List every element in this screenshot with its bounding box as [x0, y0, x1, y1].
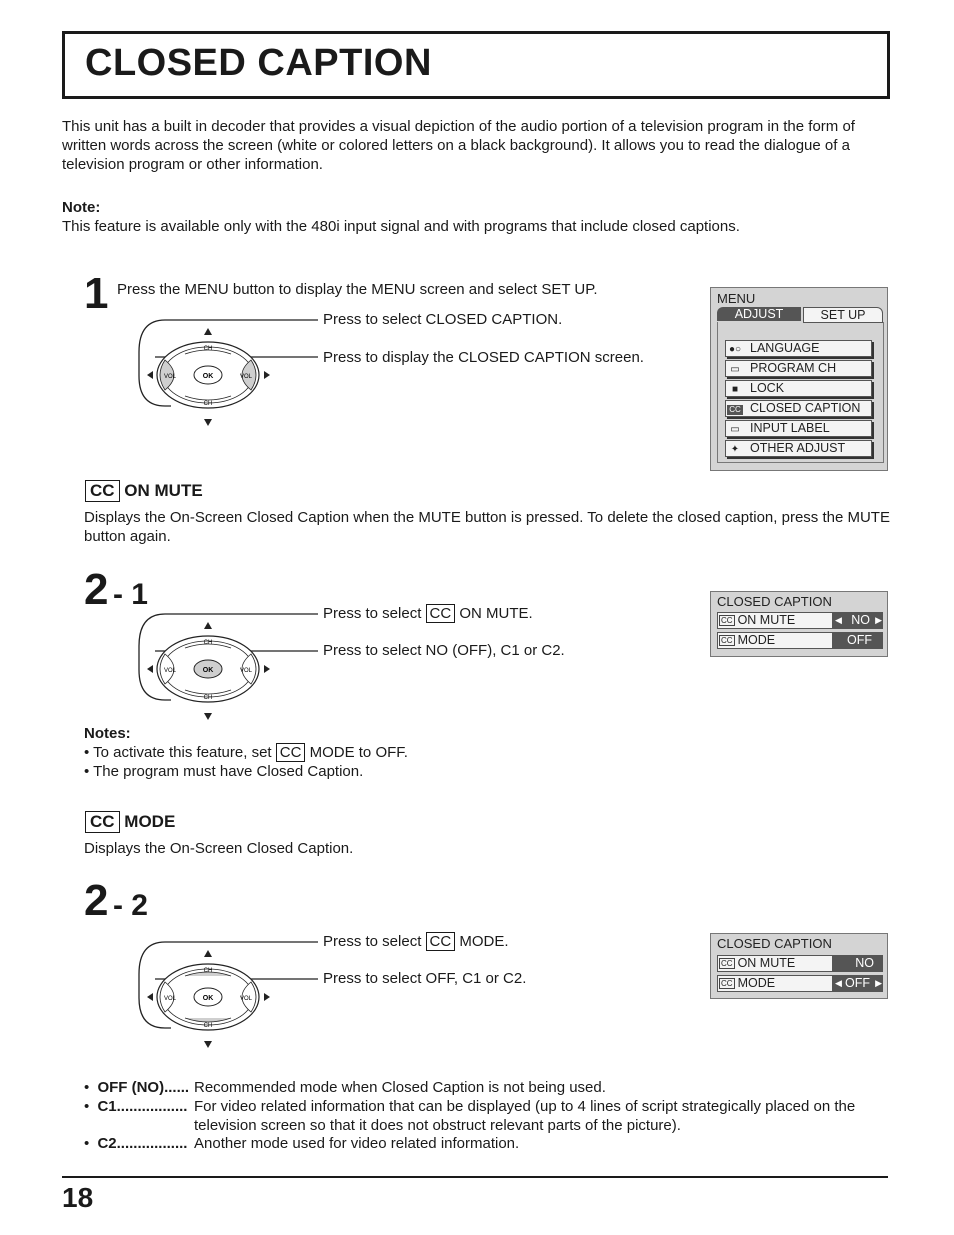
definition-c1-text-2: television screen so that it does not obstruct relevant parts of the picture).	[194, 1117, 681, 1134]
step-1-text: Press the MENU button to display the MENU screen and select SET UP.	[117, 281, 598, 298]
program-ch-icon: ▭	[730, 364, 740, 375]
notes-bullet-1: • To activate this feature, set CC MODE to OFF.	[84, 744, 408, 761]
ok-label: OK	[202, 667, 214, 674]
left-arrow-icon	[147, 665, 153, 673]
ok-label: OK	[202, 995, 214, 1002]
menu-item-other-adjust[interactable]: ✦ OTHER ADJUST	[725, 440, 872, 457]
step-2-1-callout-select: Press to select CC ON MUTE.	[323, 605, 533, 622]
down-arrow-icon	[204, 419, 212, 426]
ch-up-label: CH	[203, 346, 213, 352]
ch-up-label: CH	[203, 640, 213, 646]
down-arrow-icon	[204, 1041, 212, 1048]
step-1-number: 1	[84, 269, 109, 318]
on-mute-text: Displays the On-Screen Closed Caption when the MUTE button is pressed. To delete the closed caption, press the MUTE button again.	[84, 509, 890, 545]
definition-c1-text: For video related information that can be displayed (up to 4 lines of script strategically placed on the	[194, 1098, 856, 1115]
cc-icon: CC	[721, 959, 733, 968]
step-2-1-heading: 2 - 1	[84, 565, 148, 614]
cc-osd-mode	[710, 933, 888, 999]
menu-item-input-label[interactable]: ▭ INPUT LABEL	[725, 420, 872, 437]
down-arrow-icon	[204, 713, 212, 720]
mode-value[interactable]: ◀ OFF ▶	[832, 976, 882, 991]
other-adjust-icon: ✦	[730, 444, 740, 455]
cc-badge: CC	[85, 811, 120, 833]
page-title: CLOSED CAPTION	[85, 42, 432, 84]
up-arrow-icon	[204, 950, 212, 957]
lock-icon: ■	[731, 384, 739, 395]
definition-c2-text: Another mode used for video related information.	[194, 1135, 520, 1152]
cc-osd-title: CLOSED CAPTION	[717, 936, 832, 951]
vol-right-label: VOL	[239, 668, 253, 674]
ch-up-label: CH	[203, 968, 213, 974]
mode-text: Displays the On-Screen Closed Caption.	[84, 840, 354, 857]
notes-bullet-2: • The program must have Closed Caption.	[84, 763, 364, 780]
vol-left-label: VOL	[163, 996, 177, 1002]
definition-c1: • C1.................	[84, 1098, 188, 1115]
left-arrow-icon[interactable]: ◀	[835, 978, 842, 988]
cc-osd-on-mute	[710, 591, 888, 657]
ch-down-label: CH	[203, 401, 213, 407]
menu-osd	[710, 287, 888, 471]
remote-diagram-2	[135, 606, 320, 722]
left-arrow-icon[interactable]: ◀	[835, 615, 842, 625]
intro-paragraph: This unit has a built in decoder that provides a visual depiction of the audio portion of a television program in the form of written words across the screen (white or colored letters on a black background). It allows you to read the dialogue of a television program or other information.	[62, 118, 855, 173]
up-arrow-icon	[204, 328, 212, 335]
footer-rule	[62, 1176, 888, 1178]
notes-heading: Notes:	[84, 725, 131, 742]
vol-left-label: VOL	[163, 374, 177, 380]
up-arrow-icon	[204, 622, 212, 629]
vol-left-label: VOL	[163, 668, 177, 674]
right-arrow-icon	[264, 371, 270, 379]
cc-osd-row-mode[interactable]: CC MODE OFF	[717, 632, 883, 649]
left-arrow-icon	[147, 371, 153, 379]
menu-item-program-ch[interactable]: ▭ PROGRAM CH	[725, 360, 872, 377]
page-number: 18	[62, 1182, 94, 1213]
right-arrow-icon[interactable]: ▶	[875, 615, 882, 625]
on-mute-heading: CC ON MUTE	[85, 480, 203, 502]
menu-osd-title: MENU	[717, 291, 756, 306]
title-box	[62, 31, 890, 99]
remote-diagram-3	[135, 934, 320, 1050]
cc-osd-row-on-mute[interactable]: CC ON MUTE ◀ NO ▶	[717, 612, 883, 629]
mode-heading: CC MODE	[85, 811, 175, 833]
left-arrow-icon	[147, 993, 153, 1001]
cc-icon: CC	[721, 979, 733, 988]
input-label-icon: ▭	[730, 424, 740, 435]
cc-icon: CC	[721, 636, 733, 645]
cc-icon: CC	[721, 616, 733, 625]
menu-item-lock[interactable]: ■ LOCK	[725, 380, 872, 397]
step-2-2-callout-select: Press to select CC MODE.	[323, 933, 509, 950]
step-1-callout-display: Press to display the CLOSED CAPTION screen.	[323, 349, 644, 366]
menu-item-closed-caption[interactable]: CC CLOSED CAPTION	[725, 400, 872, 417]
cc-osd-row-on-mute[interactable]: CC ON MUTE NO	[717, 955, 883, 972]
ch-down-label: CH	[203, 695, 213, 701]
tab-setup[interactable]: SET UP	[803, 307, 883, 323]
definition-off-text: Recommended mode when Closed Caption is not being used.	[194, 1079, 606, 1096]
remote-diagram-1	[135, 312, 320, 428]
right-arrow-icon	[264, 665, 270, 673]
step-2-1-callout-options: Press to select NO (OFF), C1 or C2.	[323, 642, 565, 659]
cc-osd-title: CLOSED CAPTION	[717, 594, 832, 609]
vol-right-label: VOL	[239, 374, 253, 380]
cc-badge: CC	[276, 743, 306, 762]
mode-value[interactable]: OFF	[832, 633, 882, 648]
cc-badge: CC	[426, 932, 456, 951]
right-arrow-icon[interactable]: ▶	[875, 978, 882, 988]
vol-right-label: VOL	[239, 996, 253, 1002]
note-heading: Note:	[62, 199, 101, 216]
step-2-2-heading: 2 - 2	[84, 876, 148, 925]
cc-osd-row-mode[interactable]: CC MODE ◀ OFF ▶	[717, 975, 883, 992]
tab-adjust[interactable]: ADJUST	[717, 307, 801, 321]
on-mute-value[interactable]: ◀ NO ▶	[832, 613, 882, 628]
cc-badge: CC	[426, 604, 456, 623]
cc-badge: CC	[85, 480, 120, 502]
step-2-2-callout-options: Press to select OFF, C1 or C2.	[323, 970, 527, 987]
language-icon: ●○	[728, 344, 742, 355]
definition-off: • OFF (NO)......	[84, 1079, 190, 1096]
note-text: This feature is available only with the 480i input signal and with programs that include closed captions.	[62, 218, 740, 235]
menu-item-language[interactable]: ●○ LANGUAGE	[725, 340, 872, 357]
ch-down-label: CH	[203, 1023, 213, 1029]
on-mute-value[interactable]: NO	[832, 956, 882, 971]
step-1-callout-select: Press to select CLOSED CAPTION.	[323, 311, 563, 328]
cc-icon: CC	[729, 405, 741, 414]
ok-label: OK	[202, 373, 214, 380]
definition-c2: • C2.................	[84, 1135, 188, 1152]
right-arrow-icon	[264, 993, 270, 1001]
